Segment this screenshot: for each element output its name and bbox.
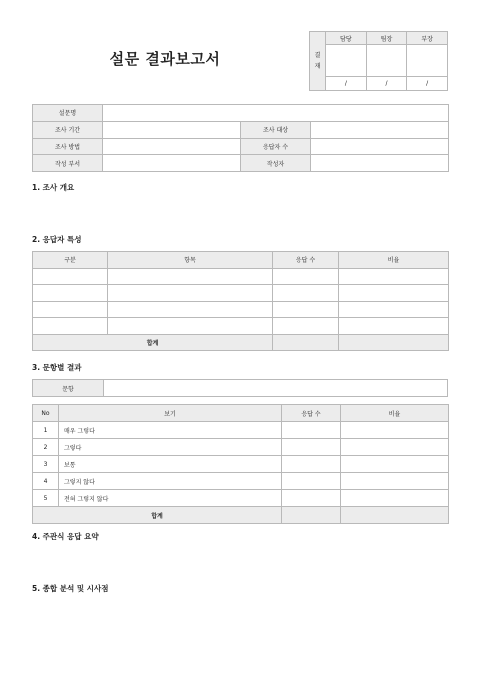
result-no: 3 xyxy=(33,456,59,473)
resp-header-item: 항목 xyxy=(108,252,273,269)
label-period: 조사 기간 xyxy=(33,121,103,138)
field-method[interactable] xyxy=(103,138,241,155)
label-target: 조사 대상 xyxy=(241,121,311,138)
question-table xyxy=(32,379,448,397)
label-survey-name: 설문명 xyxy=(33,105,103,122)
section-results-heading: 3. 문항별 결과 xyxy=(32,363,82,372)
approval-date-team-lead[interactable]: / xyxy=(366,77,407,91)
resp-header-count: 응답 수 xyxy=(273,252,339,269)
field-question[interactable] xyxy=(104,380,448,397)
label-author: 작성자 xyxy=(241,155,311,172)
field-dept[interactable] xyxy=(103,155,241,172)
field-survey-name[interactable] xyxy=(103,105,449,122)
result-header-no: No xyxy=(33,405,59,422)
approval-sign-team-lead[interactable] xyxy=(366,45,407,77)
field-period[interactable] xyxy=(103,121,241,138)
approval-label xyxy=(310,32,326,91)
table-row xyxy=(33,490,449,507)
result-option: 그렇다 xyxy=(59,439,282,456)
resp-total-label: 합계 xyxy=(33,334,273,351)
approval-role-team-lead: 팀장 xyxy=(366,32,407,45)
table-row xyxy=(33,301,449,318)
approval-date-manager[interactable]: / xyxy=(407,77,448,91)
result-header-option: 보기 xyxy=(59,405,282,422)
result-option: 매우 그렇다 xyxy=(59,422,282,439)
resp-header-ratio: 비율 xyxy=(339,252,449,269)
table-row xyxy=(33,285,449,302)
section-analysis-heading: 5. 종합 분석 및 시사점 xyxy=(32,584,109,593)
approval-date-staff[interactable]: / xyxy=(326,77,367,91)
approval-role-manager: 부장 xyxy=(407,32,448,45)
approval-sign-manager[interactable] xyxy=(407,45,448,77)
resp-header-category: 구분 xyxy=(33,252,108,269)
results-table xyxy=(32,404,449,524)
approval-sign-staff[interactable] xyxy=(326,45,367,77)
result-total-count[interactable] xyxy=(282,507,341,524)
field-target[interactable] xyxy=(311,121,449,138)
respondent-table xyxy=(32,251,449,351)
approval-label-bottom: 재 xyxy=(314,63,321,70)
field-author[interactable] xyxy=(311,155,449,172)
label-respondents: 응답자 수 xyxy=(241,138,311,155)
result-total-label: 합계 xyxy=(33,507,282,524)
table-row xyxy=(33,439,449,456)
approval-box xyxy=(309,31,448,91)
result-header-ratio: 비율 xyxy=(341,405,449,422)
section-respondents-heading: 2. 응답자 특성 xyxy=(32,235,82,244)
result-option: 그렇지 않다 xyxy=(59,473,282,490)
label-question: 문항 xyxy=(33,380,104,397)
approval-label-top: 결 xyxy=(314,52,321,59)
result-option: 전혀 그렇지 않다 xyxy=(59,490,282,507)
result-no: 1 xyxy=(33,422,59,439)
resp-total-count[interactable] xyxy=(273,334,339,351)
result-option: 보통 xyxy=(59,456,282,473)
table-row xyxy=(33,473,449,490)
result-no: 2 xyxy=(33,439,59,456)
result-no: 5 xyxy=(33,490,59,507)
approval-role-staff: 담당 xyxy=(326,32,367,45)
section-overview-heading: 1. 조사 개요 xyxy=(32,183,75,192)
resp-total-ratio[interactable] xyxy=(339,334,449,351)
result-header-count: 응답 수 xyxy=(282,405,341,422)
table-row xyxy=(33,318,449,335)
survey-info-table xyxy=(32,104,449,172)
table-row xyxy=(33,268,449,285)
label-method: 조사 방법 xyxy=(33,138,103,155)
result-total-ratio[interactable] xyxy=(341,507,449,524)
table-row xyxy=(33,456,449,473)
section-open-ended-heading: 4. 주관식 응답 요약 xyxy=(32,532,99,541)
field-respondents[interactable] xyxy=(311,138,449,155)
result-no: 4 xyxy=(33,473,59,490)
document-title: 설문 결과보고서 xyxy=(109,50,221,68)
table-row xyxy=(33,422,449,439)
label-dept: 작성 부서 xyxy=(33,155,103,172)
